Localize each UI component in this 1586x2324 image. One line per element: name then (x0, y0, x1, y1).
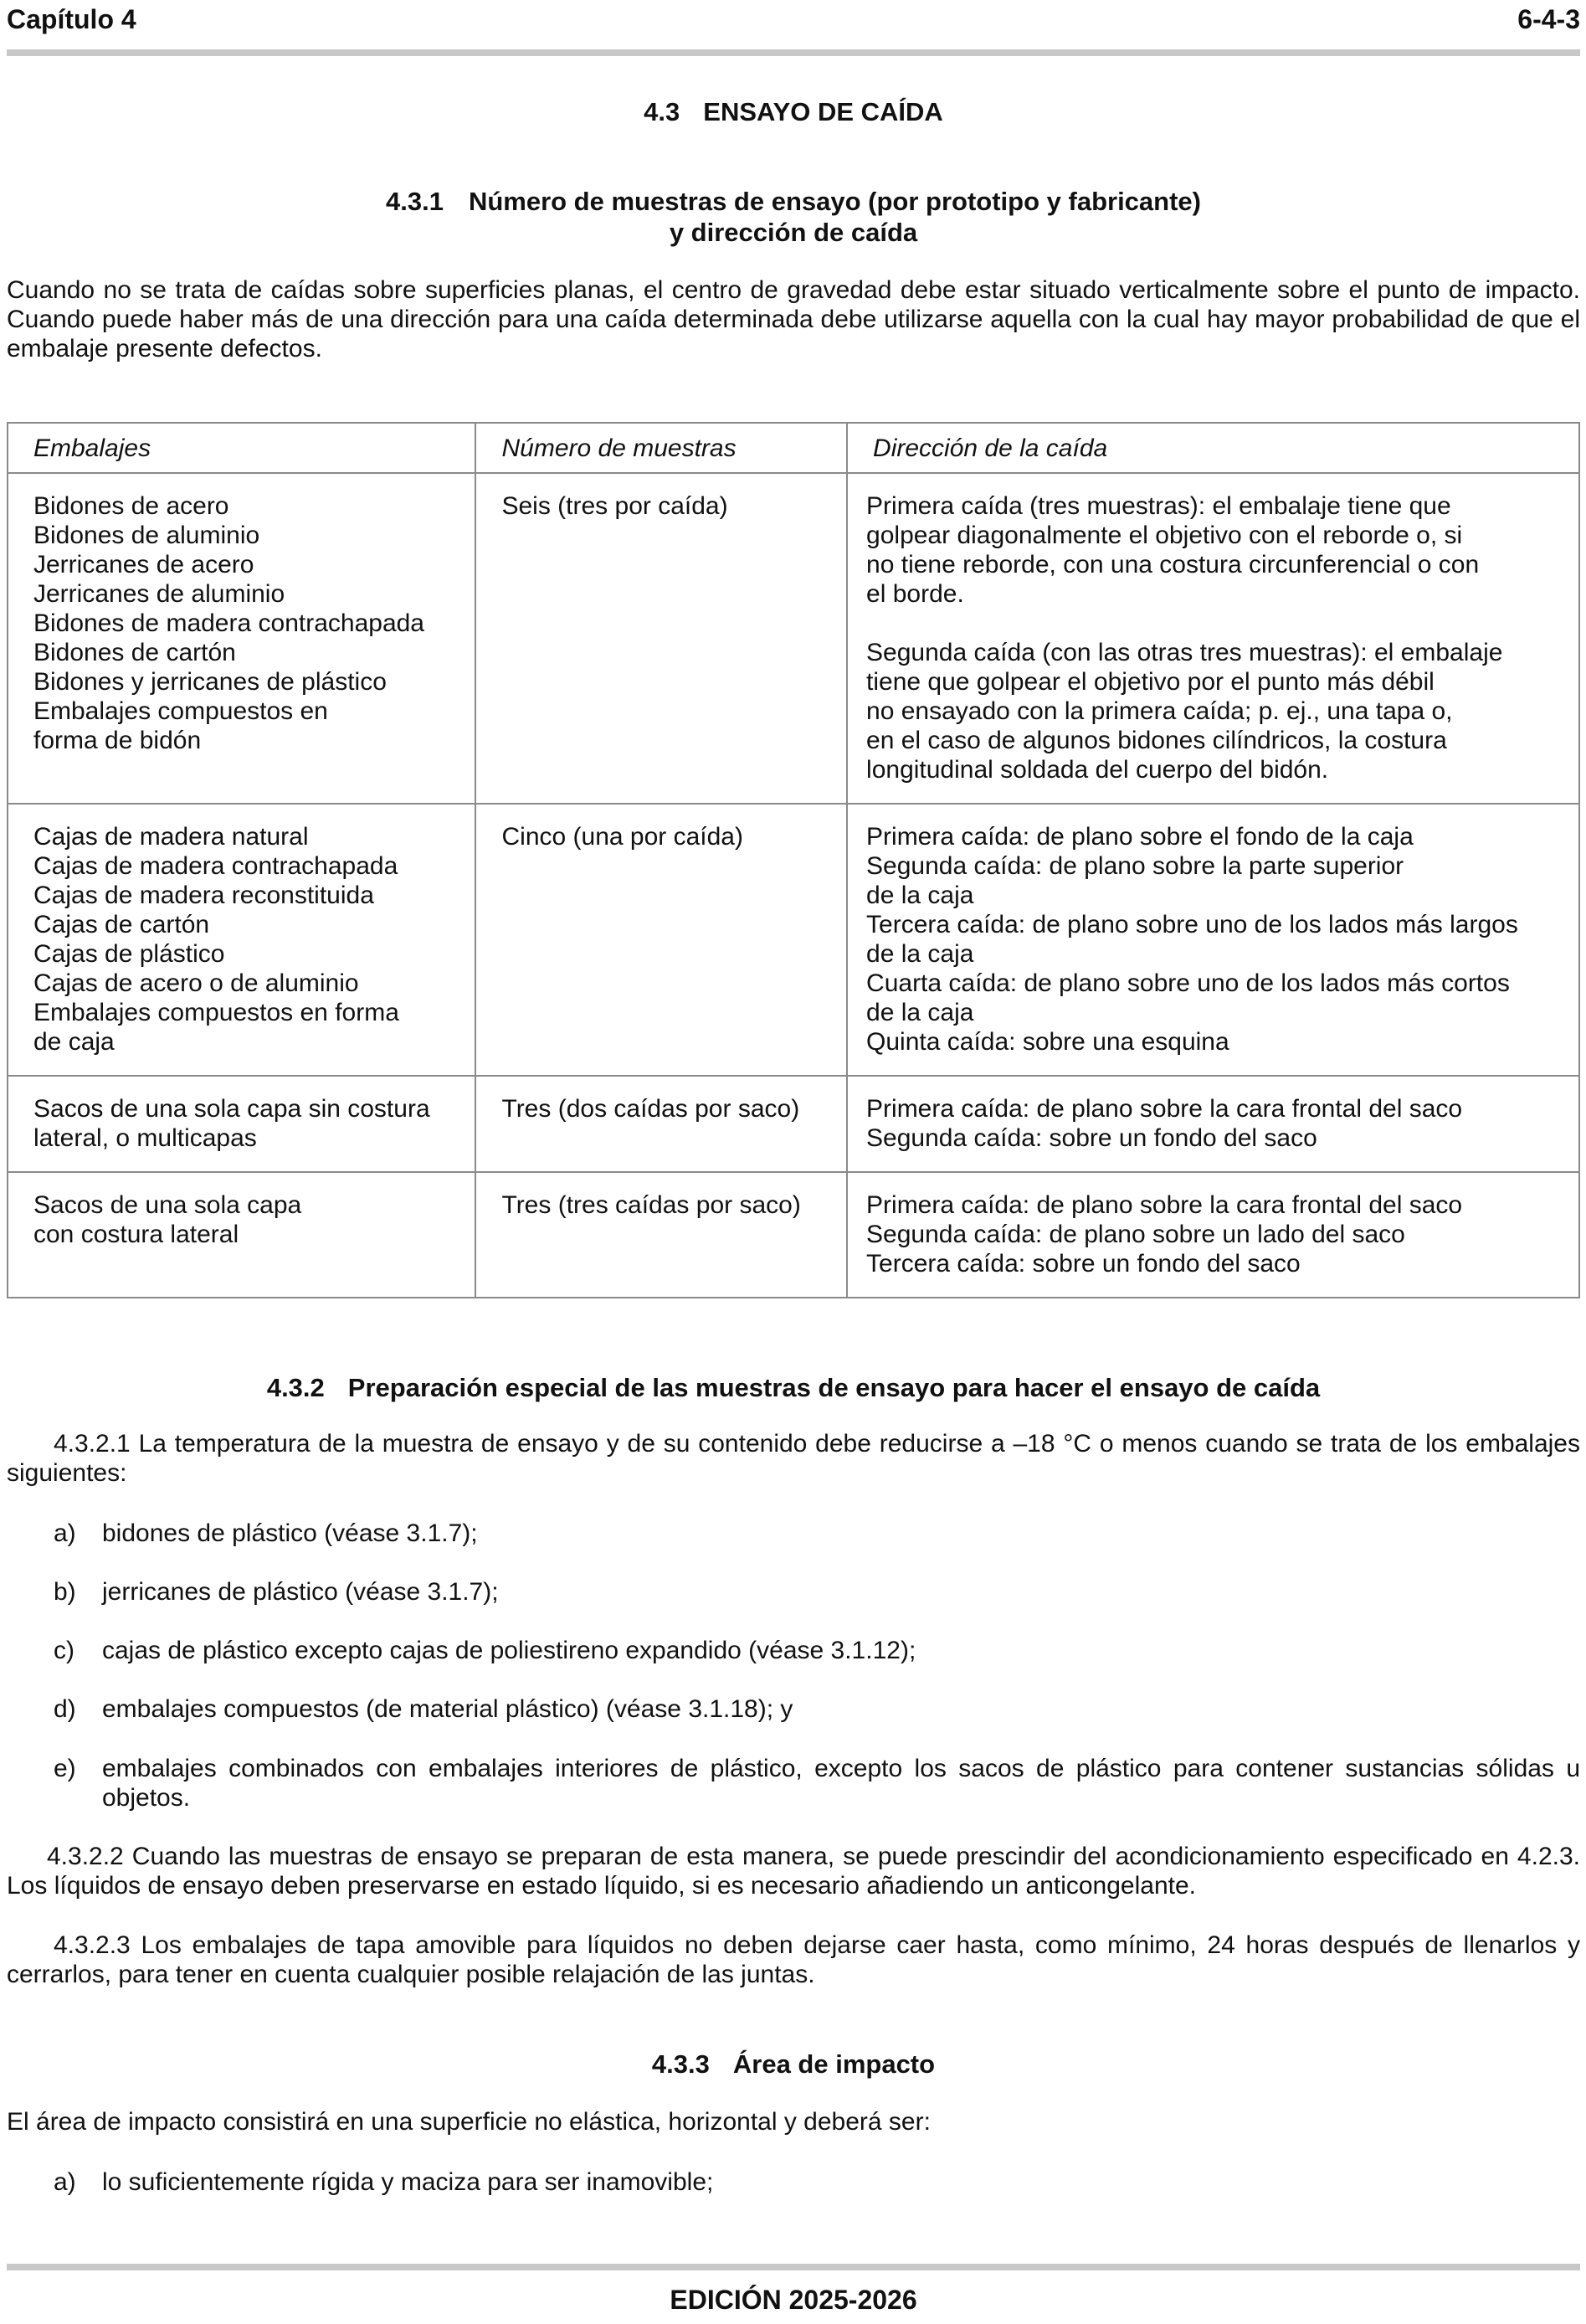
intro-paragraph: Cuando no se trata de caídas sobre superficies planas, el centro de gravedad debe estar situado verticalmente sobre el punto de impacto. Cuando puede haber más de una dirección para una caída determinada debe utilizarse aquella con la cual hay mayor probabilidad de que el embalaje presente defectos. (7, 276, 1580, 362)
direction-line: no ensayado con la primera caída; p. ej., una tapa o, (866, 697, 1453, 725)
list-text: jerricanes de plástico (véase 3.1.7); (102, 1578, 499, 1606)
list-label: a) (54, 2168, 76, 2196)
packaging-line: Cajas de madera contrachapada (33, 852, 398, 880)
direction-line: no tiene reborde, con una costura circunferencial o con (866, 551, 1480, 578)
direction-line: Segunda caída (con las otras tres muestras): el embalaje (866, 639, 1503, 666)
packaging-line: Cajas de cartón (33, 911, 210, 938)
subsection-number: 4.3.2 (266, 1373, 325, 1402)
samples-text: Tres (dos caídas por saco) (501, 1095, 800, 1123)
packaging-line: Bidones de madera contrachapada (33, 609, 424, 637)
direction-line: el borde. (866, 580, 964, 608)
page-number: 6-4-3 (1517, 4, 1580, 34)
direction-line: Segunda caída: sobre un fondo del saco (866, 1124, 1317, 1152)
samples-text: Tres (tres caídas por saco) (501, 1191, 801, 1219)
subsection-title: Área de impacto (732, 2049, 936, 2079)
packaging-line: Cajas de acero o de aluminio (33, 969, 359, 997)
direction-cell (847, 1076, 1579, 1172)
paragraph-4-3-2-1: 4.3.2.1 La temperatura de la muestra de ensayo y de su contenido debe reducirse a –18 °C o menos cuando se trata de los embalajes siguientes: (7, 1430, 1580, 1487)
samples-cell (475, 804, 847, 1076)
packaging-cell (8, 1076, 475, 1172)
direction-line: de la caja (866, 882, 974, 909)
list-text: cajas de plástico excepto cajas de poliestireno expandido (véase 3.1.12); (102, 1637, 916, 1664)
packaging-cell (8, 473, 475, 804)
subsection-number: 4.3.3 (651, 2049, 710, 2079)
packaging-line: Bidones de cartón (33, 639, 236, 666)
samples-cell (475, 473, 847, 804)
direction-cell (847, 473, 1579, 804)
list-text: bidones de plástico (véase 3.1.7); (102, 1519, 478, 1547)
table-row (8, 473, 1579, 804)
samples-cell (475, 1172, 847, 1298)
direction-line: de la caja (866, 940, 974, 968)
packaging-cell (8, 1172, 475, 1298)
packaging-line: Cajas de madera natural (33, 823, 309, 851)
direction-line: Segunda caída: de plano sobre un lado del saco (866, 1221, 1405, 1248)
packaging-line: forma de bidón (33, 727, 202, 754)
packaging-line: Embalajes compuestos en (33, 697, 328, 725)
packaging-line: Jerricanes de acero (33, 551, 254, 578)
direction-line: Segunda caída: de plano sobre la parte superior (866, 852, 1404, 880)
subsection-title: Preparación especial de las muestras de ensayo para hacer el ensayo de caída (347, 1373, 1321, 1402)
column-header-direction: Dirección de la caída (847, 423, 1579, 473)
list-text: lo suficientemente rígida y maciza para ser inamovible; (102, 2168, 714, 2196)
subsection-title-line2: y dirección de caída (669, 218, 918, 247)
section-title: ENSAYO DE CAÍDA (703, 97, 943, 126)
packaging-line: Bidones de aluminio (33, 522, 260, 549)
samples-text: Seis (tres por caída) (501, 492, 728, 520)
direction-line: Primera caída (tres muestras): el embalaje tiene que (866, 492, 1451, 520)
header-divider (7, 49, 1580, 56)
packaging-line: Cajas de plástico (33, 940, 225, 968)
direction-line: de la caja (866, 999, 974, 1026)
direction-line: Primera caída: de plano sobre el fondo de la caja (866, 823, 1414, 851)
packaging-line: lateral, o multicapas (33, 1124, 257, 1152)
samples-text: Cinco (una por caída) (501, 823, 743, 851)
direction-line: Quinta caída: sobre una esquina (866, 1028, 1229, 1056)
direction-line: tiene que golpear el objetivo por el punto más débil (866, 668, 1435, 696)
subsection-4-3-3-heading (7, 2049, 1580, 2079)
table-row (8, 1172, 1579, 1298)
packaging-line: Bidones y jerricanes de plástico (33, 668, 387, 696)
list-text: embalajes compuestos (de material plástico) (véase 3.1.18); y (102, 1695, 793, 1723)
direction-cell (847, 804, 1579, 1076)
list-text: embalajes combinados con embalajes interiores de plástico, excepto los sacos de plástico para contener sustancias sólidas u objetos. (102, 1755, 1580, 1812)
direction-cell (847, 1172, 1579, 1298)
chapter-label: Capítulo 4 (7, 4, 136, 34)
subsection-4-3-2-heading (7, 1373, 1580, 1402)
section-heading (7, 97, 1580, 126)
table-header-row (8, 423, 1579, 473)
packaging-line: de caja (33, 1028, 115, 1056)
packaging-line: Embalajes compuestos en forma (33, 999, 399, 1026)
paragraph-gap (866, 609, 1562, 638)
impact-area-intro: El área de impacto consistirá en una superficie no elástica, horizontal y deberá ser: (7, 2108, 931, 2136)
direction-line: en el caso de algunos bidones cilíndricos, la costura (866, 727, 1447, 754)
paragraph-4-3-2-3: 4.3.2.3 Los embalajes de tapa amovible para líquidos no deben dejarse caer hasta, como mínimo, 24 horas después de llenarlos y cerrarlos, para tener en cuenta cualquier posible relajación de las juntas. (7, 1931, 1580, 1988)
direction-line: Primera caída: de plano sobre la cara frontal del saco (866, 1191, 1463, 1219)
drop-test-table (7, 422, 1580, 1298)
paragraph-4-3-2-2: 4.3.2.2 Cuando las muestras de ensayo se preparan de esta manera, se puede prescindir del acondicionamiento especificado en 4.2.3. Los líquidos de ensayo deben preservarse en estado líquido, si es necesario añadiendo un anticongelante. (7, 1843, 1580, 1900)
packaging-line: Sacos de una sola capa (33, 1191, 302, 1219)
samples-cell (475, 1076, 847, 1172)
direction-line: longitudinal soldada del cuerpo del bidón. (866, 756, 1329, 784)
packaging-line: Jerricanes de aluminio (33, 580, 285, 608)
subsection-title-line1: Número de muestras de ensayo (por prototipo y fabricante) (468, 187, 1201, 216)
list-label: e) (54, 1755, 76, 1782)
packaging-line: Cajas de madera reconstituida (33, 882, 374, 909)
column-header-samples: Número de muestras (475, 423, 847, 473)
direction-line: golpear diagonalmente el objetivo con el reborde o, si (866, 522, 1463, 549)
subsection-4-3-1-heading (7, 186, 1580, 248)
list-label: d) (54, 1695, 76, 1723)
packaging-cell (8, 804, 475, 1076)
direction-line: Tercera caída: de plano sobre uno de los lados más largos (866, 911, 1518, 938)
footer-divider (7, 2264, 1580, 2270)
packaging-line: Sacos de una sola capa sin costura (33, 1095, 430, 1123)
direction-line: Primera caída: de plano sobre la cara frontal del saco (866, 1095, 1463, 1123)
list-label: a) (54, 1519, 76, 1547)
section-number: 4.3 (644, 97, 680, 126)
table-row (8, 1076, 1579, 1172)
subsection-number: 4.3.1 (385, 187, 444, 216)
edition-footer: EDICIÓN 2025-2026 (670, 2285, 917, 2315)
list-label: b) (54, 1578, 76, 1606)
direction-line: Tercera caída: sobre un fondo del saco (866, 1250, 1301, 1278)
document-page (7, 0, 1580, 2324)
packaging-line: Bidones de acero (33, 492, 229, 520)
list-label: c) (54, 1637, 74, 1664)
direction-line: Cuarta caída: de plano sobre uno de los lados más cortos (866, 969, 1510, 997)
table-row (8, 804, 1579, 1076)
packaging-line: con costura lateral (33, 1221, 239, 1248)
column-header-packaging: Embalajes (8, 423, 475, 473)
